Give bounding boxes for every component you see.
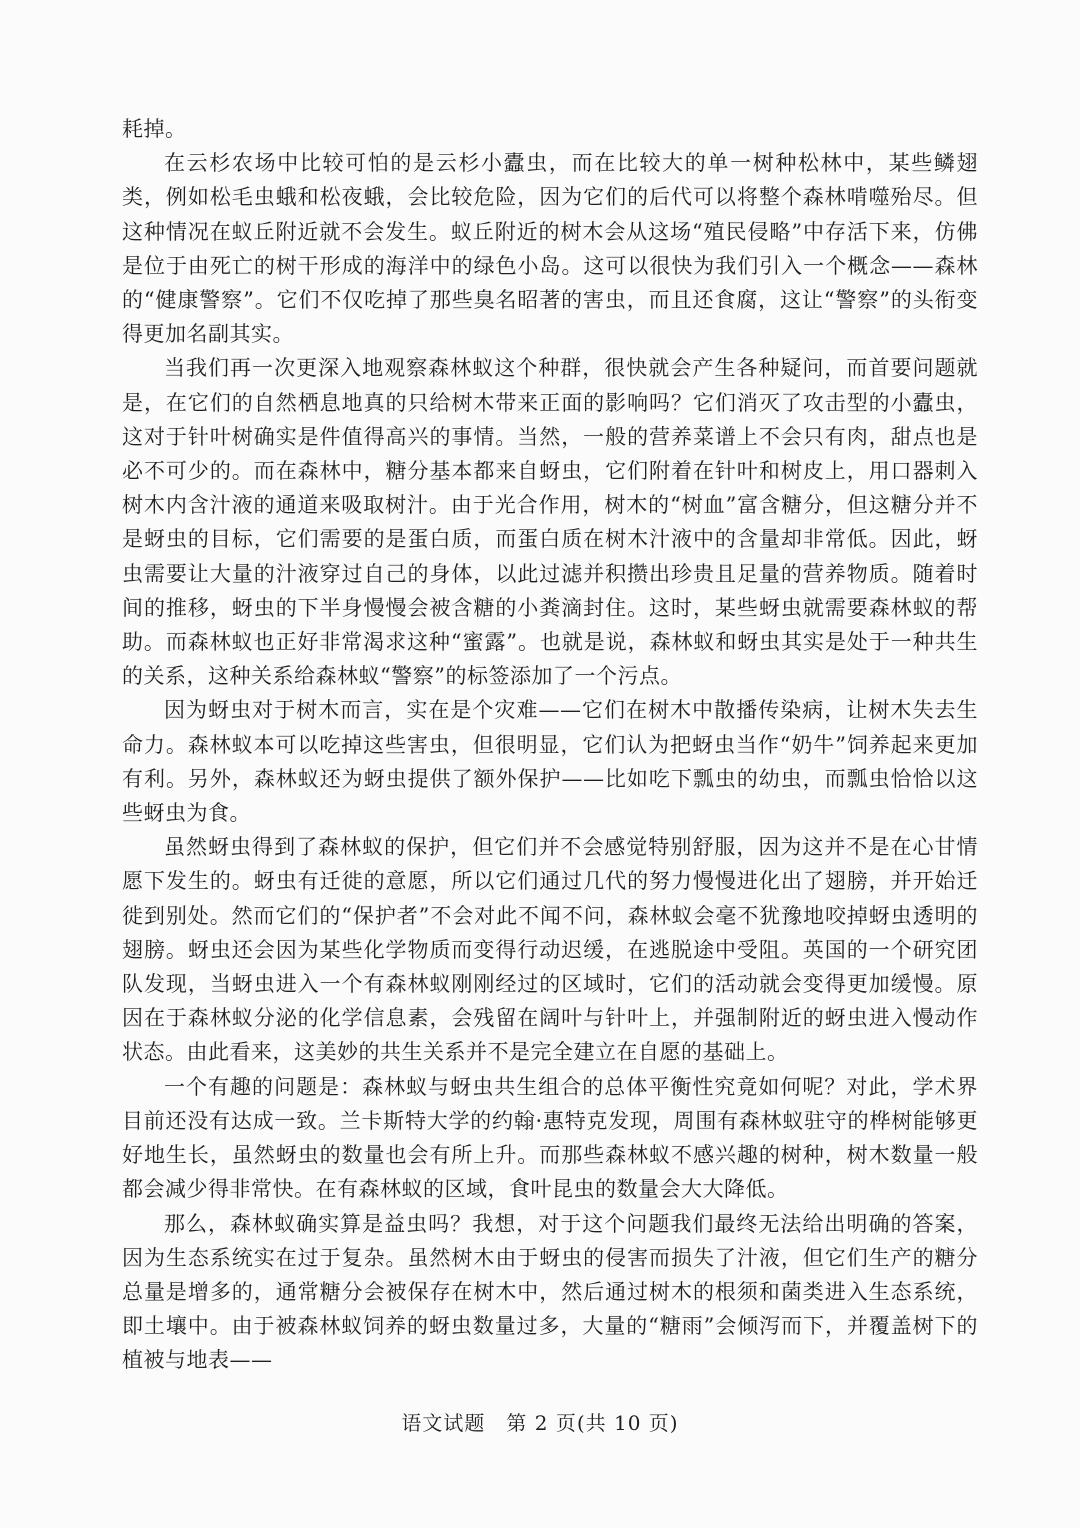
paragraph-7: 那么，森林蚁确实算是益虫吗？我想，对于这个问题我们最终无法给出明确的答案，因为生态系统实在过于复杂。虽然树木由于蚜虫的侵害而损失了汁液，但它们生产的糖分总量是增多的，通常糖分会被保存在树木中，然后通过树木的根须和菌类进入生态系统，即土壤中。由于被森林蚁饲养的蚜虫数量过多，大量的“糖雨”会倾泻而下，并覆盖树下的植被与地表—— <box>122 1211 978 1373</box>
paragraph-4: 因为蚜虫对于树木而言，实在是个灾难——它们在树木中散播传染病，让树木失去生命力。森林蚁本可以吃掉这些害虫，但很明显，它们认为把蚜虫当作“奶牛”饲养起来更加有利。另外，森林蚁还为蚜虫提供了额外保护——比如吃下瓢虫的幼虫，而瓢虫恰恰以这些蚜虫为食。 <box>122 698 978 826</box>
passage-body <box>122 112 978 1378</box>
paragraph-1: 耗掉。 <box>122 117 187 141</box>
paragraph-6: 一个有趣的问题是：森林蚁与蚜虫共生组合的总体平衡性究竟如何呢？对此，学术界目前还没有达成一致。兰卡斯特大学的约翰·惠特克发现，周围有森林蚁驻守的桦树能够更好地生长，虽然蚜虫的数量也会有所上升。而那些森林蚁不感兴趣的树种，树木数量一般都会减少得非常快。在有森林蚁的区域，食叶昆虫的数量会大大降低。 <box>122 1074 978 1202</box>
paragraph-5: 虽然蚜虫得到了森林蚁的保护，但它们并不会感觉特别舒服，因为这并不是在心甘情愿下发生的。蚜虫有迁徙的意愿，所以它们通过几代的努力慢慢进化出了翅膀，并开始迁徙到别处。然而它们的“保护者”不会对此不闻不问，森林蚁会毫不犹豫地咬掉蚜虫透明的翅膀。蚜虫还会因为某些化学物质而变得行动迟缓，在逃脱途中受阻。英国的一个研究团队发现，当蚜虫进入一个有森林蚁刚刚经过的区域时，它们的活动就会变得更加缓慢。原因在于森林蚁分泌的化学信息素，会残留在阔叶与针叶上，并强制附近的蚜虫进入慢动作状态。由此看来，这美妙的共生关系并不是完全建立在自愿的基础上。 <box>122 835 978 1065</box>
paragraph-2: 在云杉农场中比较可怕的是云杉小蠹虫，而在比较大的单一树种松林中，某些鳞翅类，例如松毛虫蛾和松夜蛾，会比较危险，因为它们的后代可以将整个森林啃噬殆尽。但这种情况在蚁丘附近就不会发生。蚁丘附近的树木会从这场“殖民侵略”中存活下来，仿佛是位于由死亡的树干形成的海洋中的绿色小岛。这可以很快为我们引入一个概念——森林的“健康警察”。它们不仅吃掉了那些臭名昭著的害虫，而且还食腐，这让“警察”的头衔变得更加名副其实。 <box>122 151 978 347</box>
page-footer: 语文试题 第 2 页(共 10 页) <box>401 1411 679 1435</box>
paragraph-3: 当我们再一次更深入地观察森林蚁这个种群，很快就会产生各种疑问，而首要问题就是，在它们的自然栖息地真的只给树木带来正面的影响吗？它们消灭了攻击型的小蠹虫，这对于针叶树确实是件值得高兴的事情。当然，一般的营养菜谱上不会只有肉，甜点也是必不可少的。而在森林中，糖分基本都来自蚜虫，它们附着在针叶和树皮上，用口器刺入树木内含汁液的通道来吸取树汁。由于光合作用，树木的“树血”富含糖分，但这糖分并不是蚜虫的目标，它们需要的是蛋白质，而蛋白质在树木汁液中的含量却非常低。因此，蚜虫需要让大量的汁液穿过自己的身体，以此过滤并积攒出珍贵且足量的营养物质。随着时间的推移，蚜虫的下半身慢慢会被含糖的小粪滴封住。这时，某些蚜虫就需要森林蚁的帮助。而森林蚁也正好非常渴求这种“蜜露”。也就是说，森林蚁和蚜虫其实是处于一种共生的关系，这种关系给森林蚁“警察”的标签添加了一个污点。 <box>122 356 978 689</box>
